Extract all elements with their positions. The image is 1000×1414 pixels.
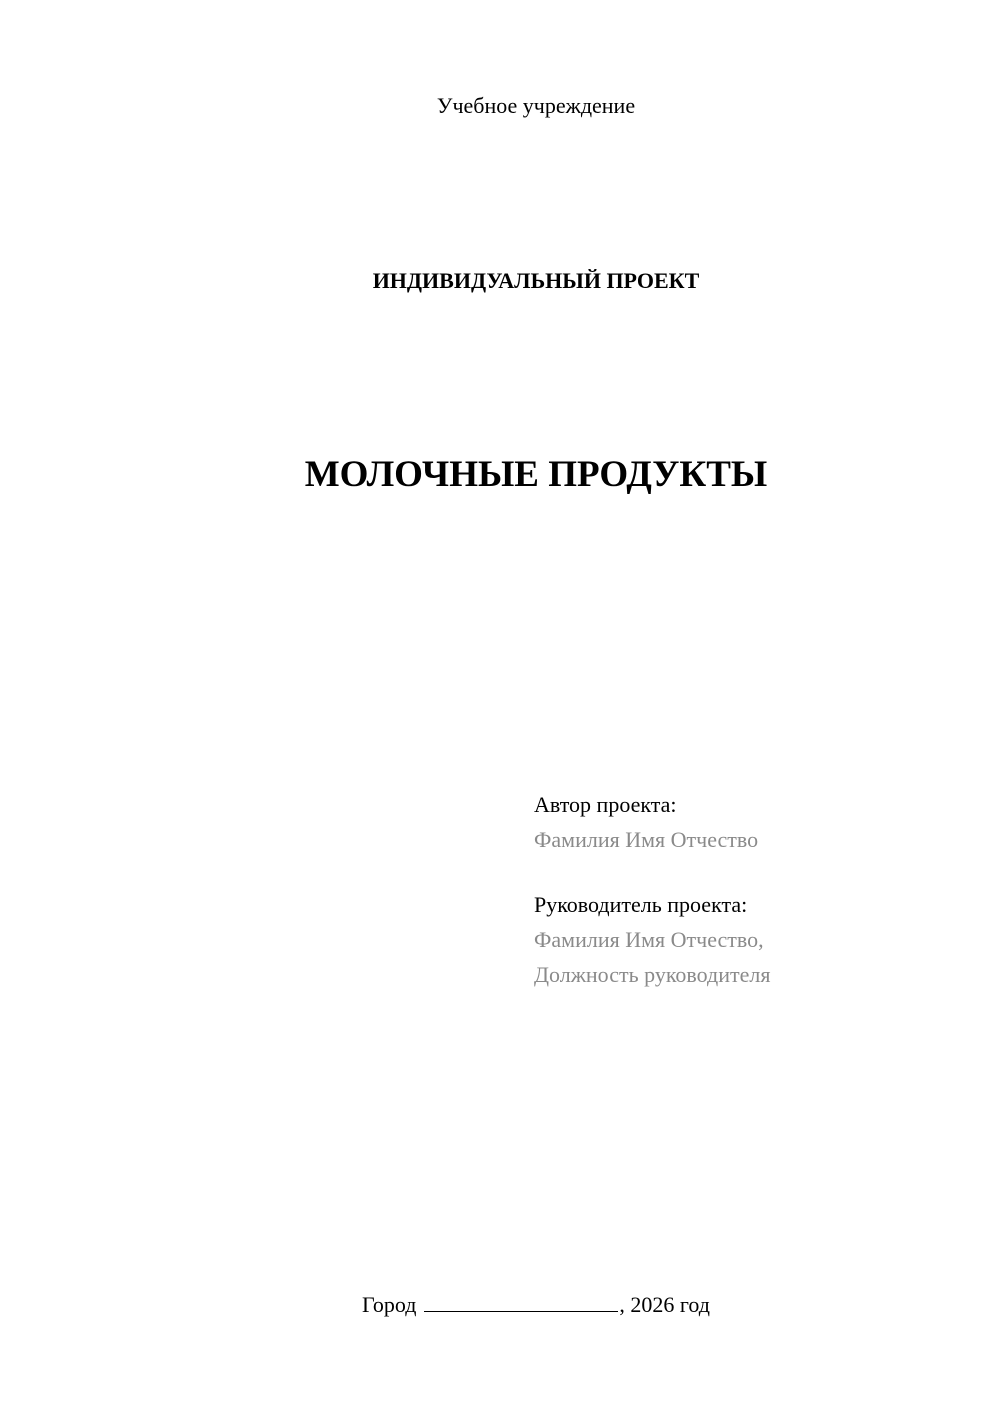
supervisor-label: Руководитель проекта: [534,892,748,917]
author-group [534,787,964,857]
supervisor-position-placeholder: Должность руководителя [534,962,771,987]
author-label: Автор проекта: [534,792,677,817]
city-label: Город [362,1292,417,1317]
city-blank-underline [424,1290,618,1312]
project-type-heading: ИНДИВИДУАЛЬНЫЙ ПРОЕКТ [372,268,700,293]
city-year-line [0,1290,1000,1320]
supervisor-group [534,887,964,992]
supervisor-name-placeholder: Фамилия Имя Отчество, [534,927,764,952]
project-title: МОЛОЧНЫЕ ПРОДУКТЫ [304,454,768,495]
project-info-block [534,787,964,1022]
institution-name: Учебное учреждение [436,93,636,118]
year-text: , 2026 год [619,1292,710,1317]
author-name-placeholder: Фамилия Имя Отчество [534,827,759,852]
